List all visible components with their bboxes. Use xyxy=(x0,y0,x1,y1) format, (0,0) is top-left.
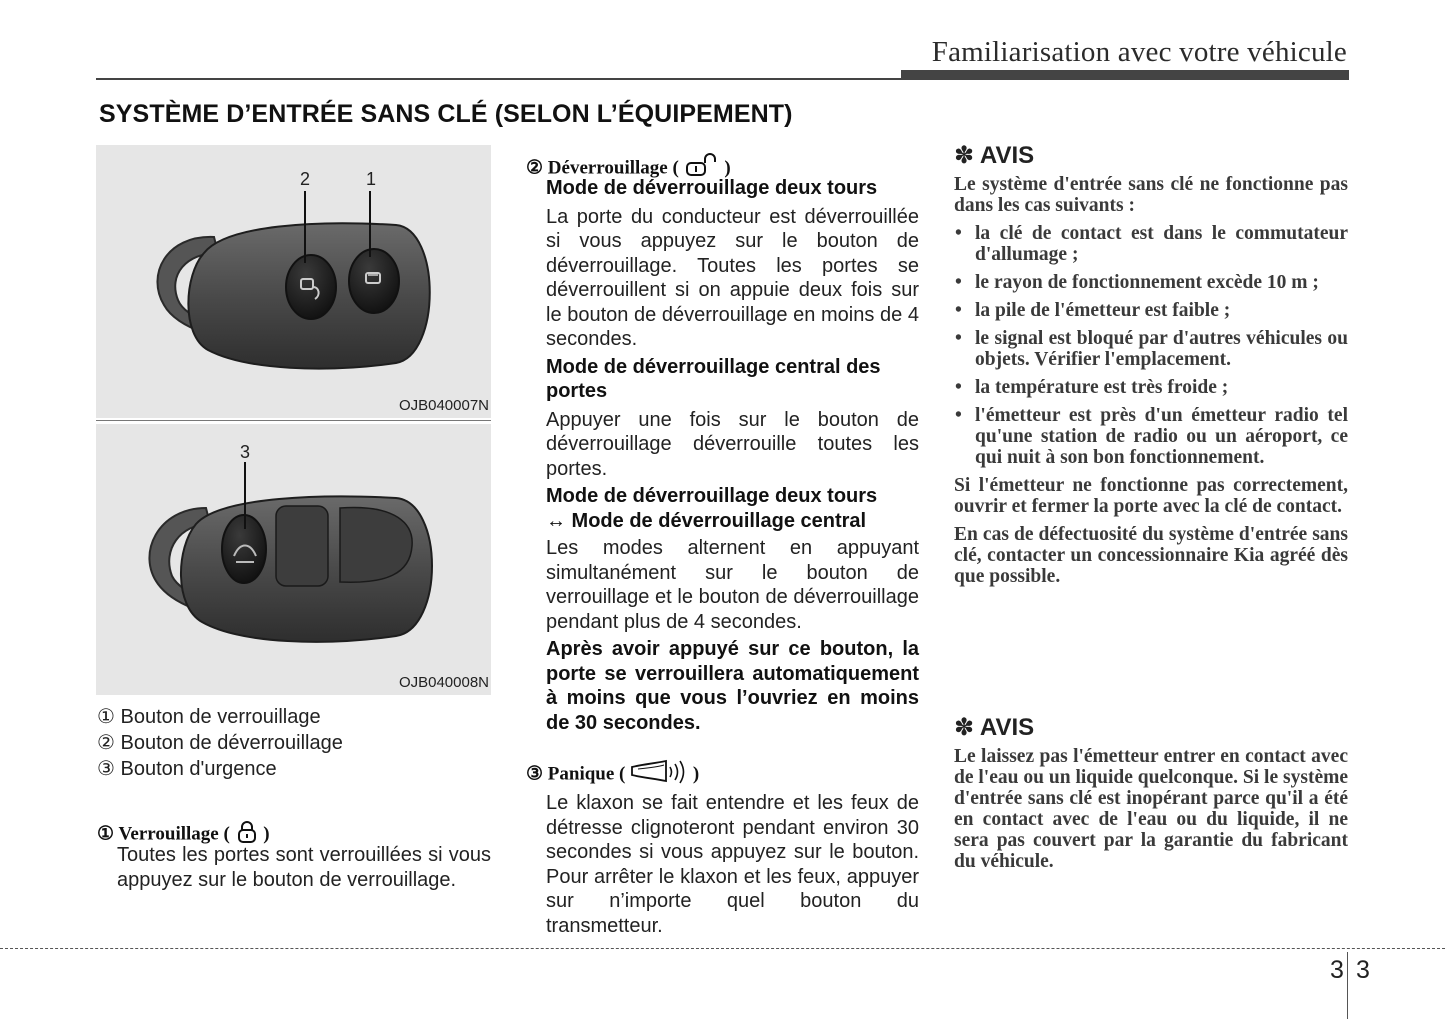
avis-2-text: Le laissez pas l'émetteur entrer en contact avec de l'eau ou un liquide quelconque. Si le système d'entrée sans clé est inopérant parce qu'il a été en contact avec de l'eau ou du liquide, il ne sera pas couvert par la garantie du fabricant du véhicule. xyxy=(954,746,1348,872)
horn-icon xyxy=(630,759,688,791)
avis-2-title: ✽ AVIS xyxy=(954,714,1035,741)
page-number: 3 xyxy=(1356,956,1370,984)
key-fob-illustration-1 xyxy=(96,145,491,418)
avis-2-body xyxy=(954,746,1348,879)
callout-2: 2 xyxy=(299,169,311,189)
unlock-mode-switch-title-2: ↔ Mode de déverrouillage central xyxy=(546,509,867,532)
lock-text: Toutes les portes sont verrouillées si vous appuyez sur le bouton de verrouillage. xyxy=(117,844,491,891)
legend-item-unlock: ② Bouton de déverrouillage xyxy=(97,732,343,754)
panic-heading: ③ Panique ( ) xyxy=(526,759,699,791)
unlock-auto-relock-text: Après avoir appuyé sur ce bouton, la porte se verrouillera automatiquement à moins que vous l’ouvriez en moins de 30 secondes. xyxy=(546,638,919,734)
avis-1-title: ✽ AVIS xyxy=(954,142,1035,169)
unlock-mode-two-turns-title: Mode de déverrouillage deux tours xyxy=(546,177,878,199)
figure-legend xyxy=(97,704,343,782)
panic-text: Le klaxon se fait entendre et les feux de détresse clignoteront pendant environ 30 secondes si vous appuyez sur le bouton. Pour arrêter le klaxon et les feux, appuyer sur n’importe quel bouton du transmetteur. xyxy=(546,792,919,937)
figure-divider xyxy=(96,420,491,421)
page-number-divider xyxy=(1347,952,1348,1019)
avis-1-bullet: • le signal est bloqué par d'autres véhicules ou objets. Vérifier l'emplacement. xyxy=(954,328,1348,370)
avis-1-bullet: • la clé de contact est dans le commutateur d'allumage ; xyxy=(954,223,1348,265)
key-fob-figure-1 xyxy=(96,145,491,418)
callout-3: 3 xyxy=(239,442,251,462)
unlock-mode-switch-title-1: Mode de déverrouillage deux tours xyxy=(546,485,878,507)
unlock-heading: ② Déverrouillage ( ) xyxy=(526,153,731,185)
avis-1-para-1: Si l'émetteur ne fonctionne pas correctement, ouvrir et fermer la porte avec la clé de contact. xyxy=(954,475,1348,517)
unlock-mode-switch-text: Les modes alternent en appuyant simultanément sur le bouton de verrouillage et le bouton de déverrouillage pendant plus de 4 secondes. xyxy=(546,537,919,633)
lock-heading: ① Verrouillage ( ) xyxy=(97,820,270,850)
avis-1-intro: Le système d'entrée sans clé ne fonctionne pas dans les cas suivants : xyxy=(954,174,1348,216)
avis-1-bullet: • l'émetteur est près d'un émetteur radio tel qu'une station de radio ou un aéroport, ce qui nuit à son bon fonctionnement. xyxy=(954,405,1348,468)
figure-code-1: OJB040007N xyxy=(398,397,489,414)
section-number: 3 xyxy=(1330,956,1344,984)
unlock-mode-two-turns-text: La porte du conducteur est déverrouillée si vous appuyez sur le bouton de déverrouillage. Toutes les portes se déverrouillent si on appuie deux fois sur le bouton de déverrouillage en moins de 4 secondes. xyxy=(546,205,919,350)
avis-1-para-2: En cas de défectuosité du système d'entrée sans clé, contacter un concessionnaire Kia agréé dès que possible. xyxy=(954,524,1348,587)
legend-item-lock: ① Bouton de verrouillage xyxy=(97,706,321,728)
lock-button-illustration xyxy=(349,249,399,313)
avis-1-list xyxy=(954,223,1348,468)
callout-1: 1 xyxy=(365,169,377,189)
footer-dashed-rule xyxy=(0,948,1445,949)
avis-1-bullet: • la pile de l'émetteur est faible ; xyxy=(954,300,1348,321)
figure-code-2: OJB040008N xyxy=(398,674,489,691)
key-fob-illustration-2 xyxy=(96,424,491,695)
unlock-mode-central-text: Appuyer une fois sur le bouton de déverrouillage déverrouille toutes les portes. xyxy=(546,408,919,480)
unlock-section xyxy=(546,176,919,735)
key-fob-figure-2 xyxy=(96,424,491,695)
avis-1-body xyxy=(954,174,1348,594)
avis-1-bullet: • le rayon de fonctionnement excède 10 m ; xyxy=(954,272,1348,293)
unlock-button-illustration xyxy=(286,255,336,319)
legend-item-panic: ③ Bouton d'urgence xyxy=(97,758,277,780)
unlock-mode-central-title: Mode de déverrouillage central des portes xyxy=(546,355,881,402)
chapter-title: Familiarisation avec votre véhicule xyxy=(931,36,1347,68)
section-title: SYSTÈME D’ENTRÉE SANS CLÉ (SELON L’ÉQUIPEMENT) xyxy=(99,100,793,128)
avis-1-bullet: • la température est très froide ; xyxy=(954,377,1348,398)
header-rule xyxy=(96,78,1349,80)
